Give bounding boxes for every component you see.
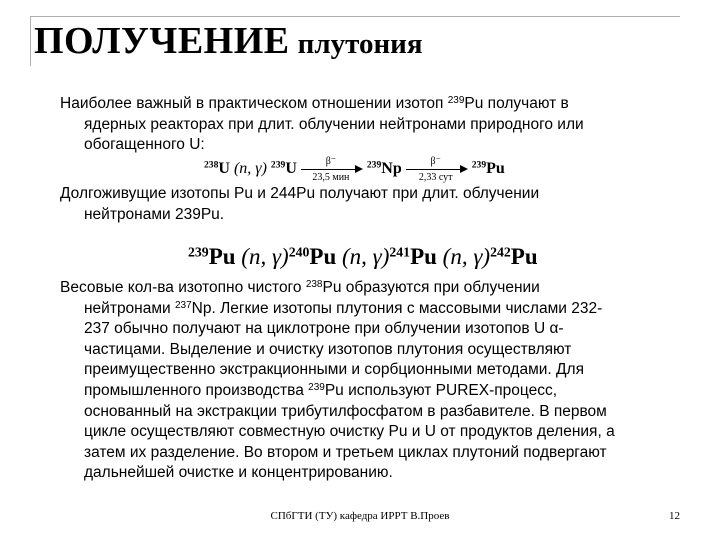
para2-line-2: нейтронами 239Pu.: [84, 205, 225, 223]
para3-line-1: Весовые кол-ва изотопно чистого $^{238}$Pu образуются при облучении: [60, 279, 540, 296]
para3-line-5: преимущественно экстракционными и сорбционными методами. Для: [84, 361, 584, 379]
para1-line-1: Наиболее важный в практическом отношении изотоп $^{239}$Pu получают в: [60, 95, 569, 112]
title-main: ПОЛУЧЕНИЕ: [34, 20, 290, 62]
paragraph-long-lived-isotopes: [60, 184, 680, 225]
para3-line-3: 237 обычно получают на циклотроне при облучении изотопов U α-: [84, 320, 564, 338]
para3-line-7: основанный на экстракции трибутилфосфатом в разбавителе. В первом: [84, 402, 607, 420]
equation-u238-to-pu239: $^{238}$U (n, γ) $^{239}$U β⁻ 23,5 мин $^{239}$Np β⁻ 2,33 сут $^{239}$Pu: [204, 155, 505, 183]
para3-line-9: затем их разделение. Во втором и третьем циклах плутоний подвергают: [84, 443, 607, 461]
para3-line-8: цикле осуществляют совместную очистку Pu и U от продуктов деления, а: [84, 423, 615, 441]
page-number: 12: [669, 510, 680, 522]
para1-line-2: ядерных реакторах при длит. облучении нейтронами природного или: [84, 115, 584, 133]
beta-decay-arrow-2: β⁻ 2,33 сут: [406, 169, 466, 170]
para3-line-4: частицами. Выделение и очистку изотопов плутония осуществляют: [84, 340, 572, 358]
slide-title: [34, 22, 423, 60]
para3-line-10: дальнейшей очистке и концентрированию.: [84, 464, 393, 482]
title-frame-left-line: [30, 16, 31, 66]
equation-neutron-capture-chain: $^{239}$Pu (n, γ)$^{240}$Pu (n, γ)$^{241}$Pu (n, γ)$^{242}$Pu: [188, 244, 538, 269]
title-rest: плутония: [297, 28, 423, 60]
footer-text: СПбГТИ (ТУ) кафедра ИРРТ В.Проев: [270, 510, 450, 522]
title-frame-top-line: [30, 16, 680, 17]
para3-line-2: нейтронами $^{237}$Np. Легкие изотопы плутония с массовыми числами 232-: [84, 299, 603, 317]
para1-line-3: обогащенного U:: [84, 136, 205, 154]
beta-decay-arrow-1: β⁻ 23,5 мин: [301, 169, 361, 170]
paragraph-isolation-and-purex: [60, 278, 680, 484]
para2-line-1: Долгоживущие изотопы Pu и 244Pu получают при длит. облучении: [60, 185, 540, 202]
para3-line-6: промышленного производства $^{239}$Pu используют PUREX-процесс,: [84, 381, 557, 399]
paragraph-239pu-production: [60, 94, 680, 156]
